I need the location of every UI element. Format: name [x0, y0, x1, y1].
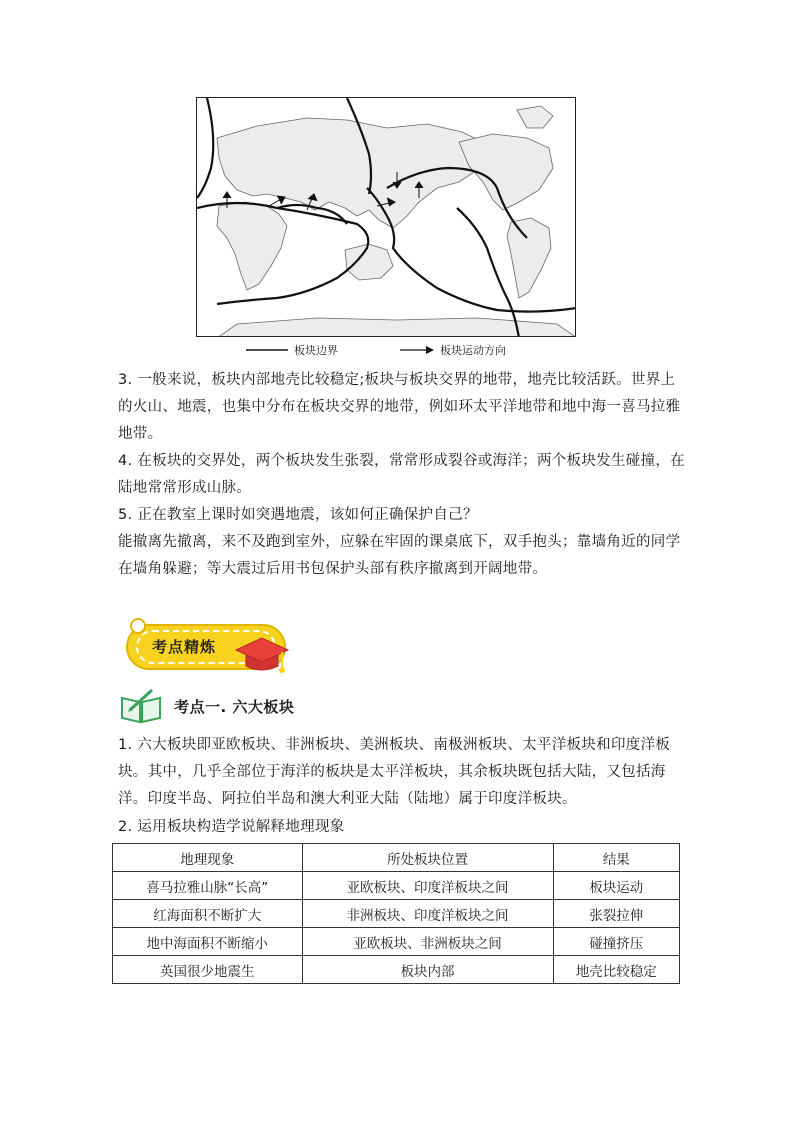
paragraph-4-text: 4. 在板块的交界处，两个板块发生张裂，常常形成裂谷或海洋；两个板块发生碰撞，在陆地常常形成山脉。	[118, 453, 685, 496]
arrow-swatch	[400, 346, 434, 354]
table-header-cell: 所处板块位置	[302, 844, 553, 872]
section-title: 考点一. 六大板块	[174, 697, 295, 716]
body-paragraph-2	[118, 814, 688, 841]
table-header-cell: 地理现象	[113, 844, 303, 872]
table-row	[113, 900, 680, 928]
boundary-line-swatch	[246, 347, 288, 353]
legend-direction-label: 板块运动方向	[440, 344, 506, 357]
map-legend	[240, 342, 570, 358]
body-paragraph-1-text: 1. 六大板块即亚欧板块、非洲板块、美洲板块、南极洲板块、太平洋板块和印度洋板块。其中，几乎全部位于海洋的板块是太平洋板块，其余板块既包括大陆，又包括海洋。印度半岛、阿拉伯半岛和澳大利亚大陆（陆地）属于印度洋板块。	[118, 737, 671, 807]
table-cell: 非洲板块、印度洋板块之间	[302, 900, 553, 928]
table-cell: 地中海面积不断缩小	[113, 928, 303, 956]
badge-dot-icon	[130, 618, 146, 634]
table-cell: 喜马拉雅山脉“长高”	[113, 872, 303, 900]
table-row	[113, 928, 680, 956]
plate-boundary-map	[196, 97, 576, 337]
table-header-cell: 结果	[553, 844, 679, 872]
table-cell: 地壳比较稳定	[553, 956, 679, 984]
paragraph-5-question: 5. 正在教室上课时如突遇地震，该如何正确保护自己？	[118, 507, 478, 523]
paragraph-4	[118, 448, 688, 502]
badge-label: 考点精炼	[152, 638, 217, 656]
table-cell: 碰撞挤压	[553, 928, 679, 956]
table-cell: 亚欧板块、印度洋板块之间	[302, 872, 553, 900]
table-cell: 板块运动	[553, 872, 679, 900]
table-cell: 亚欧板块、非洲板块之间	[302, 928, 553, 956]
table-row	[113, 956, 680, 984]
antarctica-landmass	[217, 318, 576, 337]
paragraph-5	[118, 502, 688, 583]
phenomena-table	[112, 843, 680, 984]
paragraph-3	[118, 367, 688, 448]
motion-arrow	[269, 196, 285, 206]
graduation-cap-icon	[232, 636, 290, 676]
legend-direction	[400, 342, 506, 358]
paragraph-3-text: 3. 一般来说，板块内部地壳比较稳定;板块与板块交界的地带，地壳比较活跃。世界上的火山、地震，也集中分布在板块交界的地带，例如环太平洋地带和地中海一喜马拉雅地带。	[118, 372, 681, 442]
body-paragraph-2-text: 2. 运用板块构造学说解释地理现象	[118, 819, 345, 835]
australia-landmass	[345, 244, 393, 280]
book-pencil-icon	[120, 688, 164, 724]
legend-boundary	[246, 342, 338, 358]
greenland-landmass	[517, 106, 553, 128]
table-cell: 张裂拉伸	[553, 900, 679, 928]
plate-boundary-line	[197, 98, 213, 198]
section-heading	[120, 688, 294, 724]
legend-boundary-label: 板块边界	[294, 344, 338, 357]
world-map-graphic	[197, 98, 576, 337]
africa-landmass	[217, 202, 287, 290]
section-badge	[124, 618, 292, 676]
south-america-landmass	[507, 218, 551, 298]
table-cell: 英国很少地震生	[113, 956, 303, 984]
table-cell: 红海面积不断扩大	[113, 900, 303, 928]
table-row	[113, 872, 680, 900]
table-cell: 板块内部	[302, 956, 553, 984]
body-paragraph-1	[118, 732, 688, 813]
table-header-row	[113, 844, 680, 872]
paragraph-5-answer: 能撤离先撤离，来不及跑到室外，应躲在牢固的课桌底下，双手抱头；靠墙角近的同学在墙角躲避；等大震过后用书包保护头部有秩序撤离到开阔地带。	[118, 534, 681, 577]
